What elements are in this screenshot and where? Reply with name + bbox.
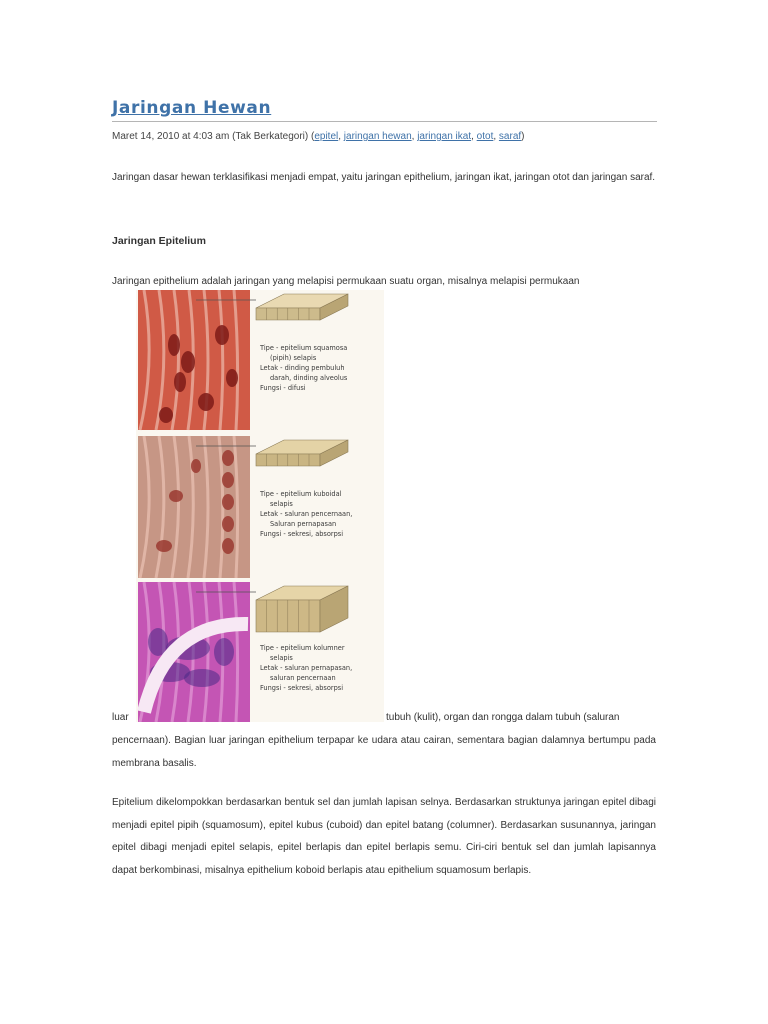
- figure-caption-line: Saluran pernapasan: [270, 520, 337, 528]
- figure-caption-line: Tipe - epitelium kuboidal: [260, 490, 342, 498]
- cell-nucleus: [222, 516, 234, 532]
- figure-caption-line: Letak - dinding pembuluh: [260, 364, 345, 372]
- figure-caption-line: darah, dinding alveolus: [270, 374, 348, 382]
- epithelium-panel: [138, 582, 352, 722]
- cell-nucleus: [168, 334, 180, 356]
- post-date-category: Maret 14, 2010 at 4:03 am (Tak Berkategori) (: [112, 131, 315, 142]
- tag-link[interactable]: otot: [476, 131, 494, 142]
- epithelium-panel: [138, 290, 348, 430]
- cell-nucleus: [222, 538, 234, 554]
- cell-nucleus: [215, 325, 229, 345]
- intro-paragraph: Jaringan dasar hewan terklasifikasi menjadi empat, yaitu jaringan epithelium, jaringan ikat, jaringan otot dan jaringan saraf.: [112, 172, 656, 183]
- figure-caption-line: selapis: [270, 654, 293, 662]
- epithelium-continuation: pencernaan). Bagian luar jaringan epithelium terpapar ke udara atau cairan, sementara bagian dalamnya bertumpu pada membrana basalis.: [112, 735, 656, 769]
- cell-nucleus: [226, 369, 238, 387]
- figure-caption-line: saluran pencernaan: [270, 674, 336, 682]
- section-heading: Jaringan Epitelium: [112, 235, 206, 247]
- tag-link[interactable]: jaringan ikat: [417, 131, 472, 142]
- figure-caption-line: Tipe - epitelium squamosa: [260, 344, 348, 352]
- figure-caption-line: Fungsi - sekresi, absorpsi: [260, 684, 344, 692]
- word-luar: luar: [112, 712, 129, 723]
- post-meta: Maret 14, 2010 at 4:03 am (Tak Berkategori) (epitel, jaringan hewan, jaringan ikat, otot, saraf): [112, 131, 525, 142]
- cell-nucleus: [184, 669, 220, 687]
- figure-caption-line: Letak - saluran pencernaan,: [260, 510, 353, 518]
- cell-nucleus: [174, 372, 186, 392]
- tag-link[interactable]: saraf: [498, 131, 522, 142]
- figure-caption-line: selapis: [270, 500, 293, 508]
- figure-caption-line: Letak - saluran pernapasan,: [260, 664, 353, 672]
- cell-nucleus: [222, 472, 234, 488]
- figure-caption-line: (pipih) selapis: [270, 354, 317, 362]
- post-title[interactable]: Jaringan Hewan: [112, 98, 272, 118]
- epithelium-panel: [138, 436, 352, 578]
- cell-nucleus: [156, 540, 172, 552]
- classification-paragraph: Epitelium dikelompokkan berdasarkan bentuk sel dan jumlah lapisan selnya. Berdasarkan struktunya jaringan epitel dibagi menjadi epitel pipih (squamosum), epitel kubus (cuboid) dan epitel batang (columner). Berdasarkan susunannya, jaringan epitel dibagi menjadi epitel selapis, epitel berlapis dan epitel berlapis semu. Ciri-ciri bentuk sel dan jumlah lapisannya dapat berkombinasi, misalnya epithelium koboid berlapis atau epithelium squamosum berlapis.: [112, 797, 656, 876]
- cell-nucleus: [222, 494, 234, 510]
- cell-nucleus: [222, 450, 234, 466]
- cell-nucleus: [181, 351, 195, 373]
- title-divider: [112, 121, 657, 122]
- epithelium-figure: [136, 290, 384, 722]
- epithelium-line-1: Jaringan epithelium adalah jaringan yang melapisi permukaan suatu organ, misalnya melapisi permukaan: [112, 276, 580, 287]
- cell-nucleus: [198, 393, 214, 411]
- figure-caption-line: Tipe - epitelium kolumner: [260, 644, 345, 652]
- cell-nucleus: [159, 407, 173, 423]
- epithelium-line-2: tubuh (kulit), organ dan rongga dalam tubuh (saluran: [386, 712, 620, 723]
- cell-nucleus: [214, 638, 234, 666]
- figure-caption-line: Fungsi - sekresi, absorpsi: [260, 530, 344, 538]
- figure-caption-line: Fungsi - difusi: [260, 384, 306, 392]
- tag-link[interactable]: jaringan hewan: [343, 131, 412, 142]
- cell-nucleus: [169, 490, 183, 502]
- tag-link[interactable]: epitel: [314, 131, 339, 142]
- cell-nucleus: [191, 459, 201, 473]
